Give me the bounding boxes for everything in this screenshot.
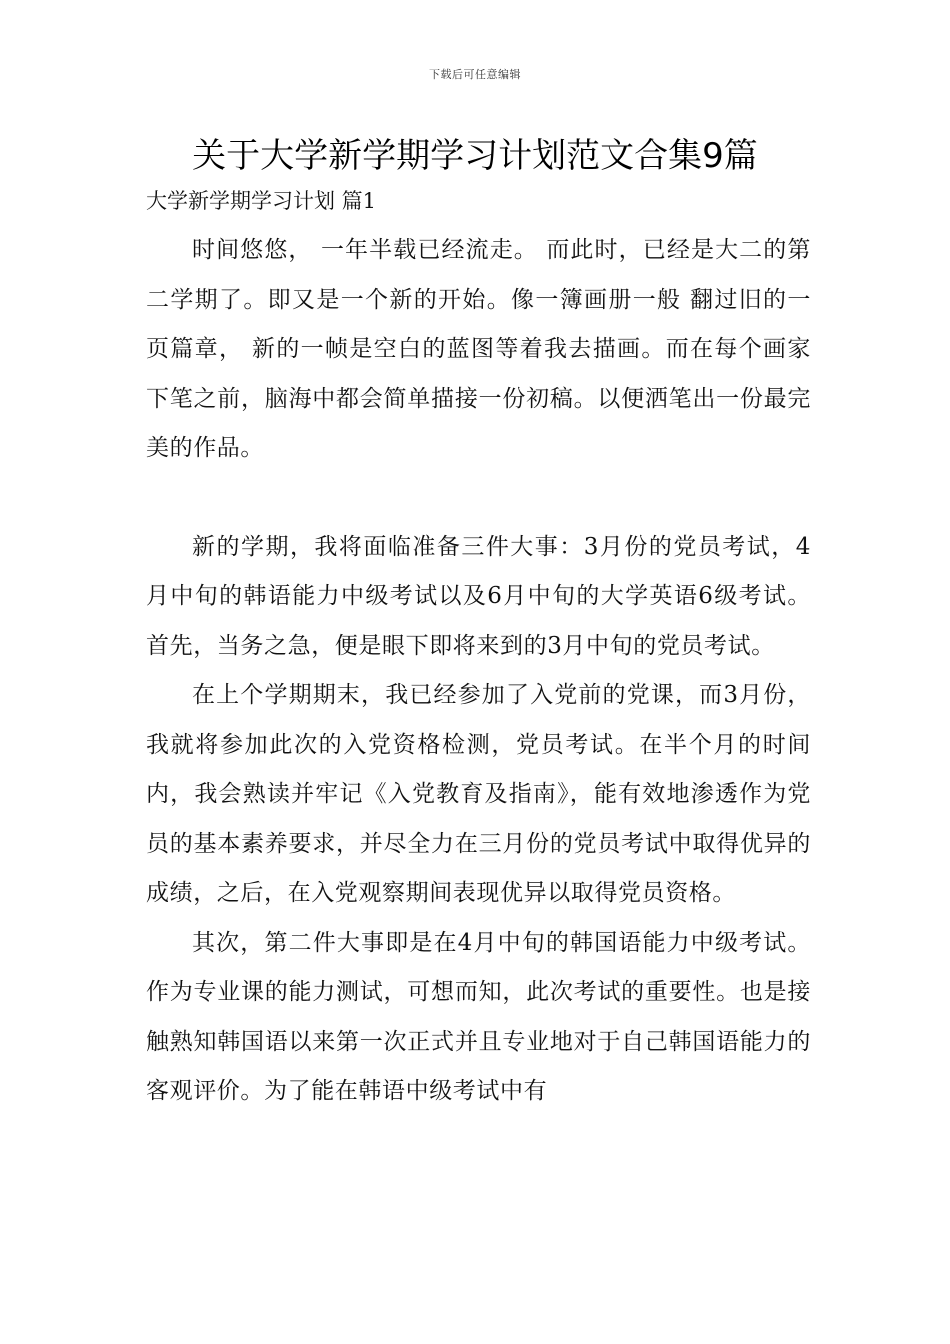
section-heading: 大学新学期学习计划 篇1 [146, 189, 377, 213]
paragraph: 新的学期，我将面临准备三件大事：3月份的党员考试，4月中旬的韩语能力中级考试以及6月中旬的大学英语6级考试。首先，当务之急，便是眼下即将来到的3月中旬的党员考试。 [146, 533, 811, 659]
paragraph: 其次，第二件大事即是在4月中旬的韩国语能力中级考试。作为专业课的能力测试，可想而知，此次考试的重要性。也是接触熟知韩国语以来第一次正式并且专业地对于自己韩国语能力的客观评价。为了能在韩语中级考试中有 [146, 929, 811, 1104]
paragraph: 在上个学期期末，我已经参加了入党前的党课，而3月份，我就将参加此次的入党资格检测，党员考试。在半个月的时间内，我会熟读并牢记《入党教育及指南》，能有效地渗透作为党员的基本素养要求，并尽全力在三月份的党员考试中取得优异的成绩，之后，在入党观察期间表现优异以取得党员资格。 [146, 682, 811, 906]
header-note: 下载后可任意编辑 [429, 68, 521, 81]
paragraph: 时间悠悠， 一年半载已经流走。 而此时，已经是大二的第二学期了。即又是一个新的开始。像一簿画册一般 翻过旧的一页篇章， 新的一帧是空白的蓝图等着我去描画。而在每个画家下笔之前，脑海中都会简单描接一份初稿。以便洒笔出一份最完美的作品。 [146, 237, 811, 461]
body-text [146, 226, 811, 1117]
document-title: 关于大学新学期学习计划范文合集9篇 [192, 136, 758, 176]
